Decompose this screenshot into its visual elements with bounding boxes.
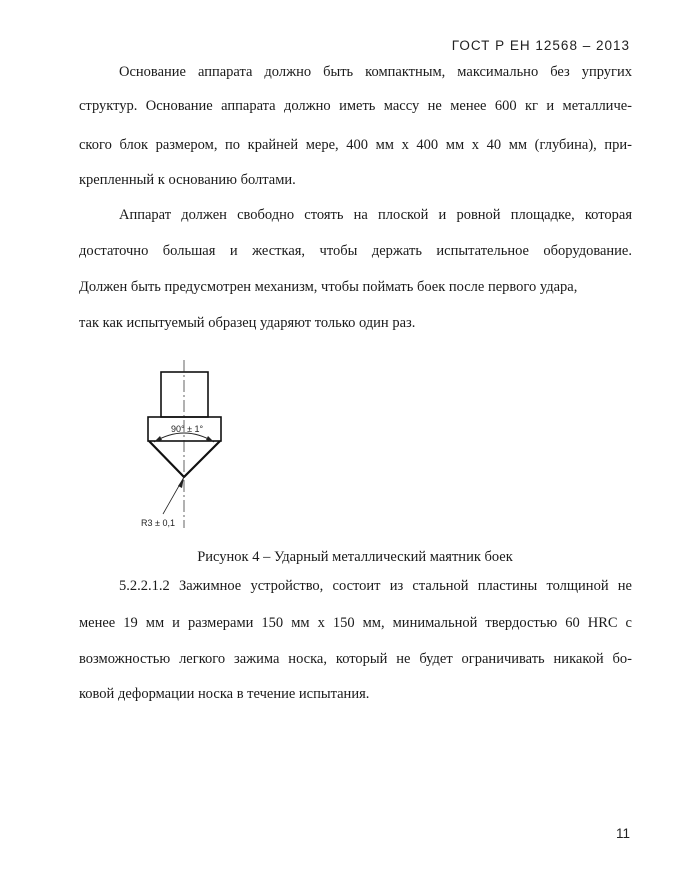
text-line: Основание аппарата должно быть компактным, максимально без упругих	[119, 64, 632, 80]
text-line: Должен быть предусмотрен механизм, чтобы поймать боек после первого удара,	[79, 279, 578, 295]
document-header: ГОСТ Р ЕН 12568 – 2013	[451, 38, 630, 53]
text-line: Аппарат должен свободно стоять на плоской и ровной площадке, которая	[119, 207, 632, 223]
text-line: крепленный к основанию болтами.	[79, 172, 296, 188]
angle-label: 90° ± 1°	[171, 424, 204, 434]
figure-caption: Рисунок 4 – Ударный металлический маятник боек	[197, 549, 513, 565]
radius-arrow	[178, 477, 184, 488]
radius-label: R3 ± 0,1	[141, 518, 175, 528]
text-line: ского блок размером, по крайней мере, 400 мм х 400 мм х 40 мм (глубина), при-	[79, 137, 632, 153]
text-line: так как испытуемый образец ударяют только один раз.	[79, 315, 416, 331]
text-line: ковой деформации носка в течение испытания.	[79, 686, 370, 702]
page-number: 11	[615, 826, 630, 841]
text-line: возможностью легкого зажима носка, который не будет ограничивать никакой бо-	[79, 651, 632, 667]
text-line: структур. Основание аппарата должно иметь массу не менее 600 кг и металличе-	[79, 98, 632, 114]
text-line: менее 19 мм и размерами 150 мм х 150 мм, минимальной твердостью 60 HRC с	[79, 615, 632, 631]
text-line: достаточно большая и жесткая, чтобы держать испытательное оборудование.	[79, 243, 632, 259]
striker-shank	[161, 372, 208, 417]
striker-tip	[149, 441, 220, 477]
text-line: 5.2.2.1.2 Зажимное устройство, состоит из стальной пластины толщиной не	[119, 578, 632, 594]
